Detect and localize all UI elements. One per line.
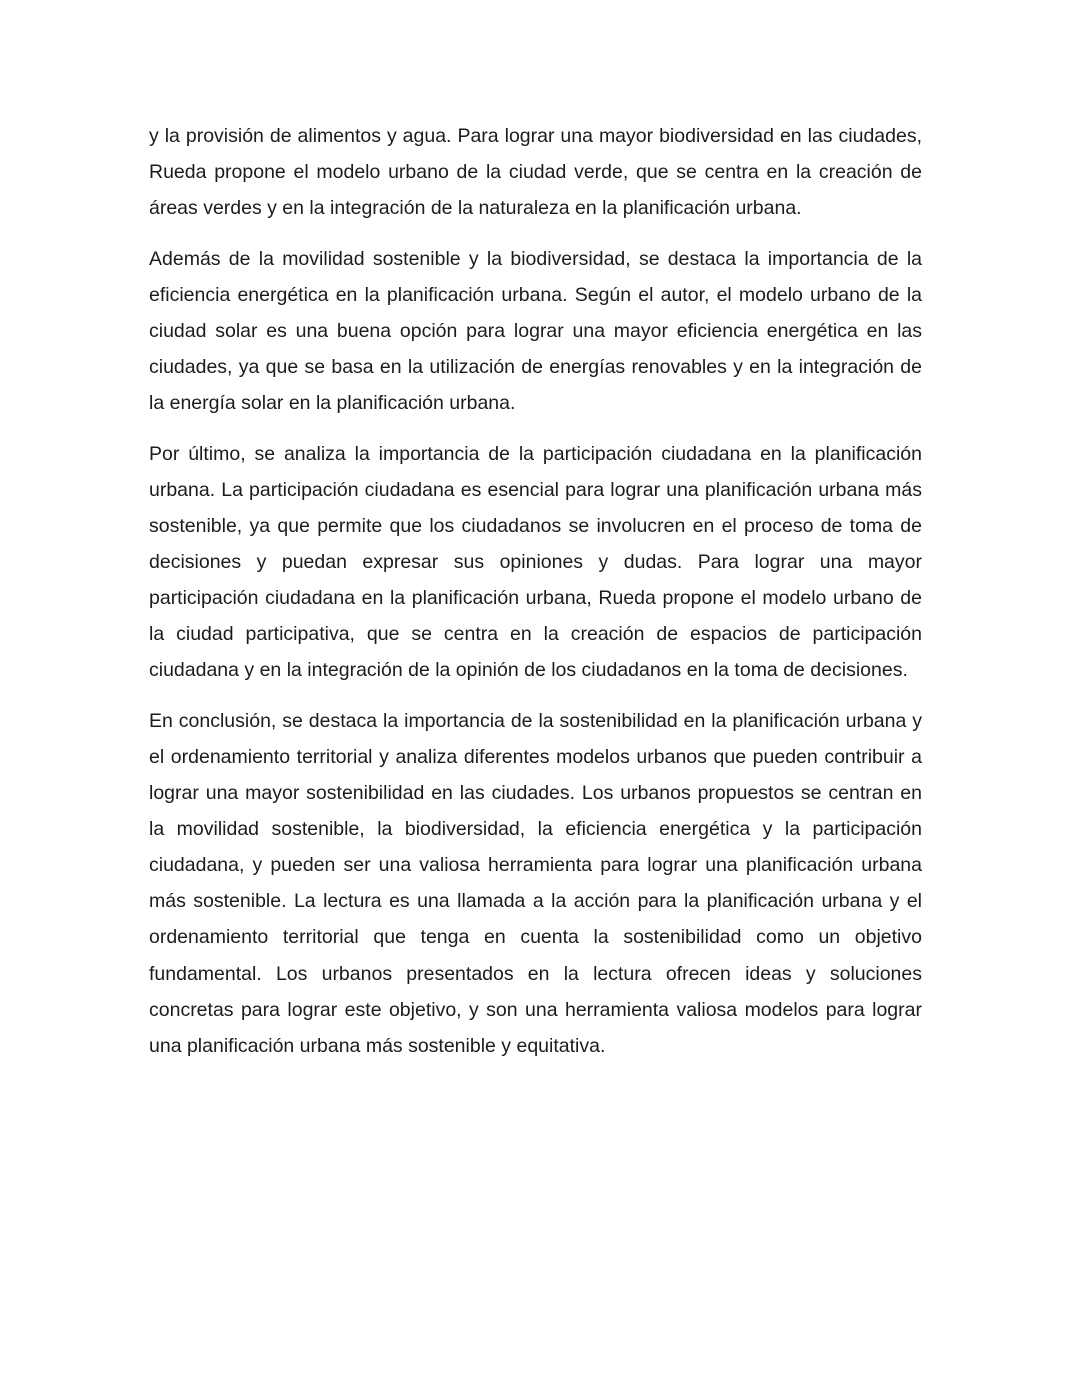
paragraph-citizen-participation: Por último, se analiza la importancia de la participación ciudadana en la planificación urbana. La participación ciudadana es esencial para lograr una planificación urbana más sostenible, ya que permite que los ciudadanos se involucren en el proceso de toma de decisiones y puedan expresar sus opiniones y dudas. Para lograr una mayor participación ciudadana en la planificación urbana, Rueda propone el modelo urbano de la ciudad participativa, que se centra en la creación de espacios de participación ciudadana y en la integración de la opinión de los ciudadanos en la toma de decisiones. (149, 442, 922, 682)
document-page (149, 118, 922, 1078)
paragraph-biodiversity: y la provisión de alimentos y agua. Para lograr una mayor biodiversidad en las ciudades, Rueda propone el modelo urbano de la ciudad verde, que se centra en la creación de áreas verdes y en la integración de la naturaleza en la planificación urbana. (149, 125, 922, 220)
paragraph-conclusion: En conclusión, se destaca la importancia de la sostenibilidad en la planificación urbana y el ordenamiento territorial y analiza diferentes modelos urbanos que pueden contribuir a lograr una mayor sostenibilidad en las ciudades. Los urbanos propuestos se centran en la movilidad sostenible, la biodiversidad, la eficiencia energética y la participación ciudadana, y pueden ser una valiosa herramienta para lograr una planificación urbana más sostenible. La lectura es una llamada a la acción para la planificación urbana y el ordenamiento territorial que tenga en cuenta la sostenibilidad como un objetivo fundamental. Los urbanos presentados en la lectura ofrecen ideas y soluciones concretas para lograr este objetivo, y son una herramienta valiosa modelos para lograr una planificación urbana más sostenible y equitativa. (149, 709, 922, 1057)
paragraph-energy-efficiency: Además de la movilidad sostenible y la biodiversidad, se destaca la importancia de la eficiencia energética en la planificación urbana. Según el autor, el modelo urbano de la ciudad solar es una buena opción para lograr una mayor eficiencia energética en las ciudades, ya que se basa en la utilización de energías renovables y en la integración de la energía solar en la planificación urbana. (149, 247, 922, 415)
